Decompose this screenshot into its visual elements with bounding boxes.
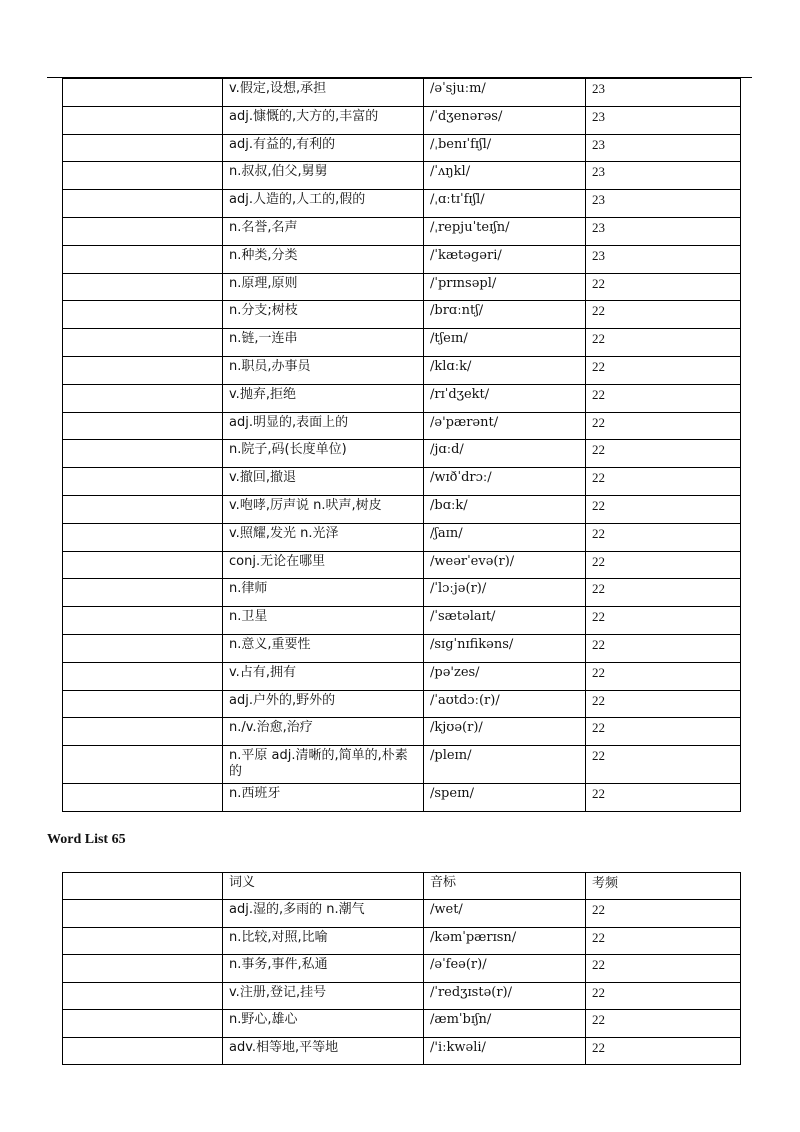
meaning-cell: v.抛弃,拒绝: [223, 384, 424, 412]
frequency-cell: 22: [586, 329, 741, 357]
frequency-cell: 22: [586, 440, 741, 468]
header-phonetic: 音标: [424, 873, 586, 900]
table-row: [63, 718, 741, 746]
phonetic-cell: /ˈdʒenərəs/: [424, 106, 586, 134]
table-row: [63, 106, 741, 134]
word-cell: [63, 273, 223, 301]
meaning-cell: n.卫星: [223, 607, 424, 635]
word-cell: [63, 551, 223, 579]
frequency-cell: 22: [586, 412, 741, 440]
frequency-cell: 22: [586, 495, 741, 523]
word-cell: [63, 106, 223, 134]
word-cell: [63, 495, 223, 523]
frequency-cell: 22: [586, 662, 741, 690]
word-cell: [63, 440, 223, 468]
phonetic-cell: /wɪðˈdrɔː/: [424, 468, 586, 496]
table-row: [63, 982, 741, 1010]
frequency-cell: 22: [586, 746, 741, 784]
meaning-cell: n.平原 adj.清晰的,简单的,朴素的: [223, 746, 424, 784]
phonetic-cell: /kəmˈpærɪsn/: [424, 927, 586, 955]
phonetic-cell: /tʃeɪn/: [424, 329, 586, 357]
word-cell: [63, 245, 223, 273]
word-cell: [63, 900, 223, 928]
table-row: [63, 900, 741, 928]
meaning-cell: n.律师: [223, 579, 424, 607]
meaning-cell: n.职员,办事员: [223, 356, 424, 384]
phonetic-cell: /ˈlɔːjə(r)/: [424, 579, 586, 607]
table-row: [63, 746, 741, 784]
phonetic-cell: /ə'pærənt/: [424, 412, 586, 440]
word-cell: [63, 468, 223, 496]
table-row: [63, 356, 741, 384]
table-header-row: [63, 873, 741, 900]
table-row: [63, 301, 741, 329]
table-row: [63, 190, 741, 218]
phonetic-cell: /əˈfeə(r)/: [424, 955, 586, 983]
meaning-cell: adj.人造的,人工的,假的: [223, 190, 424, 218]
word-cell: [63, 579, 223, 607]
phonetic-cell: /ˌbenɪˈfɪʃl/: [424, 134, 586, 162]
meaning-cell: v.假定,设想,承担: [223, 79, 424, 107]
phonetic-cell: /ˈprɪnsəpl/: [424, 273, 586, 301]
frequency-cell: 22: [586, 579, 741, 607]
phonetic-cell: /ʃaɪn/: [424, 523, 586, 551]
frequency-cell: 22: [586, 607, 741, 635]
meaning-cell: n.分支;树枝: [223, 301, 424, 329]
frequency-cell: 23: [586, 217, 741, 245]
word-cell: [63, 873, 223, 900]
phonetic-cell: /jɑːd/: [424, 440, 586, 468]
phonetic-cell: /ˈkætəgəri/: [424, 245, 586, 273]
table-row: [63, 690, 741, 718]
table-row: [63, 217, 741, 245]
table-row: [63, 273, 741, 301]
table-row: [63, 634, 741, 662]
frequency-cell: 22: [586, 356, 741, 384]
meaning-cell: v.撤回,撤退: [223, 468, 424, 496]
frequency-cell: 22: [586, 551, 741, 579]
word-cell: [63, 607, 223, 635]
word-cell: [63, 79, 223, 107]
phonetic-cell: /weərˈevə(r)/: [424, 551, 586, 579]
frequency-cell: 22: [586, 634, 741, 662]
table-row: [63, 412, 741, 440]
table-row: [63, 523, 741, 551]
frequency-cell: 22: [586, 955, 741, 983]
meaning-cell: n.原理,原则: [223, 273, 424, 301]
meaning-cell: adj.户外的,野外的: [223, 690, 424, 718]
meaning-cell: n.意义,重要性: [223, 634, 424, 662]
table-row: [63, 162, 741, 190]
word-cell: [63, 784, 223, 812]
frequency-cell: 22: [586, 384, 741, 412]
meaning-cell: adv.相等地,平等地: [223, 1037, 424, 1065]
frequency-cell: 23: [586, 106, 741, 134]
phonetic-cell: /rɪˈdʒekt/: [424, 384, 586, 412]
phonetic-cell: /pə'zes/: [424, 662, 586, 690]
word-cell: [63, 1037, 223, 1065]
word-list-64-table: [62, 78, 741, 812]
word-list-65-body: [63, 873, 741, 1065]
header-meaning: 词义: [223, 873, 424, 900]
phonetic-cell: /ˌɑːtɪˈfɪʃl/: [424, 190, 586, 218]
frequency-cell: 23: [586, 162, 741, 190]
table-row: [63, 607, 741, 635]
frequency-cell: 22: [586, 982, 741, 1010]
word-cell: [63, 217, 223, 245]
word-cell: [63, 718, 223, 746]
word-cell: [63, 134, 223, 162]
word-cell: [63, 523, 223, 551]
frequency-cell: 22: [586, 784, 741, 812]
meaning-cell: adj.慷慨的,大方的,丰富的: [223, 106, 424, 134]
phonetic-cell: /speɪn/: [424, 784, 586, 812]
word-list-64-body: [63, 79, 741, 812]
header-frequency: 考频: [586, 873, 741, 900]
table-row: [63, 1037, 741, 1065]
frequency-cell: 23: [586, 134, 741, 162]
meaning-cell: v.注册,登记,挂号: [223, 982, 424, 1010]
phonetic-cell: /klɑːk/: [424, 356, 586, 384]
phonetic-cell: /bɑːk/: [424, 495, 586, 523]
table-row: [63, 927, 741, 955]
meaning-cell: v.照耀,发光 n.光泽: [223, 523, 424, 551]
phonetic-cell: /'iːkwəli/: [424, 1037, 586, 1065]
word-cell: [63, 162, 223, 190]
table-row: [63, 551, 741, 579]
meaning-cell: v.咆哮,厉声说 n.吠声,树皮: [223, 495, 424, 523]
frequency-cell: 23: [586, 245, 741, 273]
meaning-cell: n.事务,事件,私通: [223, 955, 424, 983]
meaning-cell: adj.湿的,多雨的 n.潮气: [223, 900, 424, 928]
phonetic-cell: /ˈsætəlaɪt/: [424, 607, 586, 635]
phonetic-cell: /ˌrepjuˈteɪʃn/: [424, 217, 586, 245]
frequency-cell: 22: [586, 301, 741, 329]
word-cell: [63, 384, 223, 412]
word-cell: [63, 412, 223, 440]
word-cell: [63, 662, 223, 690]
table-row: [63, 495, 741, 523]
frequency-cell: 22: [586, 718, 741, 746]
word-cell: [63, 746, 223, 784]
meaning-cell: n.链,一连串: [223, 329, 424, 357]
phonetic-cell: /ˈʌŋkl/: [424, 162, 586, 190]
frequency-cell: 22: [586, 900, 741, 928]
word-cell: [63, 927, 223, 955]
table-row: [63, 245, 741, 273]
phonetic-cell: /sɪgˈnɪfikəns/: [424, 634, 586, 662]
table-row: [63, 662, 741, 690]
word-cell: [63, 190, 223, 218]
meaning-cell: n./v.治愈,治疗: [223, 718, 424, 746]
phonetic-cell: /pleɪn/: [424, 746, 586, 784]
word-cell: [63, 301, 223, 329]
meaning-cell: n.比较,对照,比喻: [223, 927, 424, 955]
word-cell: [63, 329, 223, 357]
word-cell: [63, 1010, 223, 1038]
table-row: [63, 784, 741, 812]
section-heading: Word List 65: [47, 832, 126, 847]
word-cell: [63, 982, 223, 1010]
frequency-cell: 22: [586, 690, 741, 718]
meaning-cell: n.名誉,名声: [223, 217, 424, 245]
word-cell: [63, 955, 223, 983]
meaning-cell: n.种类,分类: [223, 245, 424, 273]
phonetic-cell: /æmˈbɪʃn/: [424, 1010, 586, 1038]
phonetic-cell: /kjʊə(r)/: [424, 718, 586, 746]
frequency-cell: 23: [586, 190, 741, 218]
frequency-cell: 22: [586, 927, 741, 955]
frequency-cell: 22: [586, 1037, 741, 1065]
frequency-cell: 22: [586, 468, 741, 496]
word-cell: [63, 634, 223, 662]
frequency-cell: 23: [586, 79, 741, 107]
table-row: [63, 384, 741, 412]
table-row: [63, 468, 741, 496]
word-cell: [63, 690, 223, 718]
table-row: [63, 134, 741, 162]
meaning-cell: n.西班牙: [223, 784, 424, 812]
phonetic-cell: /brɑːntʃ/: [424, 301, 586, 329]
phonetic-cell: /wet/: [424, 900, 586, 928]
phonetic-cell: /ˈaʊtdɔː(r)/: [424, 690, 586, 718]
frequency-cell: 22: [586, 273, 741, 301]
frequency-cell: 22: [586, 523, 741, 551]
meaning-cell: adj.有益的,有利的: [223, 134, 424, 162]
word-list-65-table: [62, 872, 741, 1065]
meaning-cell: v.占有,拥有: [223, 662, 424, 690]
table-row: [63, 440, 741, 468]
meaning-cell: adj.明显的,表面上的: [223, 412, 424, 440]
phonetic-cell: /əˈsjuːm/: [424, 79, 586, 107]
table-row: [63, 329, 741, 357]
frequency-cell: 22: [586, 1010, 741, 1038]
meaning-cell: n.野心,雄心: [223, 1010, 424, 1038]
meaning-cell: n.院子,码(长度单位): [223, 440, 424, 468]
word-cell: [63, 356, 223, 384]
table-row: [63, 1010, 741, 1038]
table-row: [63, 955, 741, 983]
table-row: [63, 579, 741, 607]
meaning-cell: conj.无论在哪里: [223, 551, 424, 579]
table-row: [63, 79, 741, 107]
meaning-cell: n.叔叔,伯父,舅舅: [223, 162, 424, 190]
phonetic-cell: /ˈredʒɪstə(r)/: [424, 982, 586, 1010]
